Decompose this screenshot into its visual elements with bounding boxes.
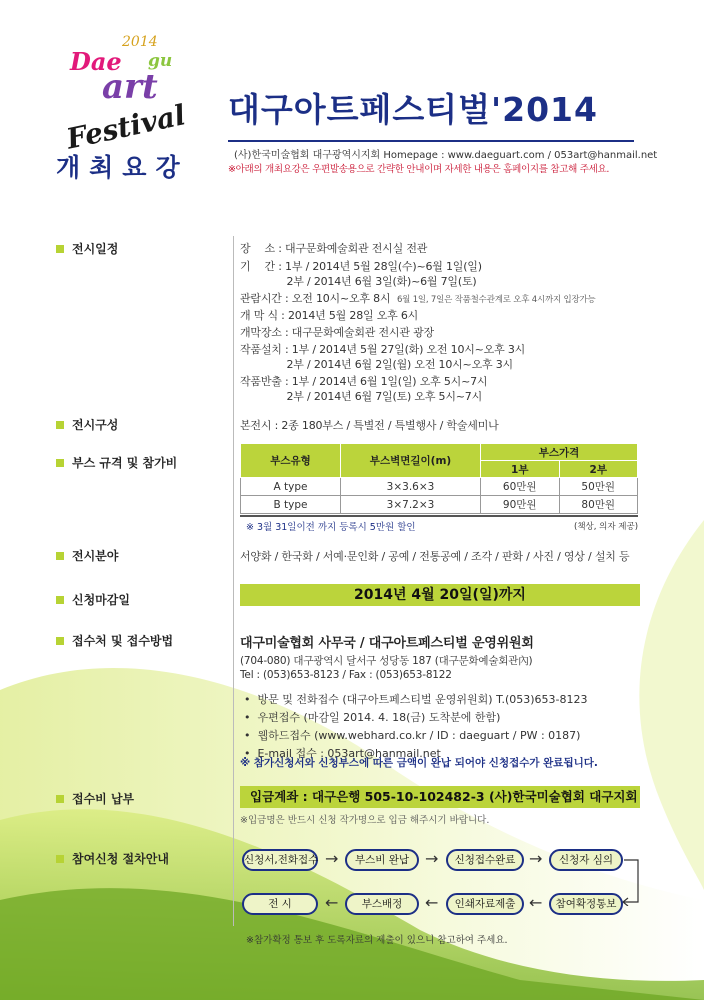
table-header: 2부 <box>559 461 638 478</box>
reception-address: (704-080) 대구광역시 달서구 성당동 187 (대구문화예술회관內) <box>240 655 533 667</box>
section-label: 전시분야 <box>72 549 119 563</box>
section-booth <box>56 454 177 471</box>
payment-note: ※입금명은 반드시 신청 작가명으로 입금 해주시기 바랍니다. <box>240 815 490 826</box>
org-line: (사)한국미술협회 대구광역시지회 Homepage : www.daeguart.com / 053art@hanmail.net <box>234 150 658 161</box>
composition-text: 본전시 : 2종 180부스 / 특별전 / 특별행사 / 학술세미나 <box>240 419 499 432</box>
bullet-square-icon <box>56 421 64 429</box>
flow-connector-icon <box>620 858 644 906</box>
bullet-square-icon <box>56 637 64 645</box>
reception-warning: ※ 참가신청서와 신청부스에 따른 금액이 완납 되어야 신청접수가 완료됩니다. <box>240 757 598 769</box>
step-booth-assignment: 부스배정 <box>345 893 419 915</box>
arrow-left-icon: ← <box>425 893 439 912</box>
table-cell: B type <box>241 496 341 514</box>
table-header: 부스유형 <box>241 444 341 478</box>
schedule-line: 2부 / 2014년 6월 7일(토) 오후 5시~7시 <box>240 390 483 403</box>
logo-word-3: art <box>102 67 158 107</box>
section-label: 접수비 납부 <box>72 792 135 806</box>
arrow-right-icon: → <box>425 849 439 868</box>
bullet-square-icon <box>56 596 64 604</box>
step-print-materials: 인쇄자료제출 <box>446 893 524 915</box>
logo-year: 2014 <box>122 34 158 50</box>
schedule-hours: 관람시간 : 오전 10시~오후 8시 <box>240 292 391 305</box>
main-title: 대구아트페스티벌'2014 <box>228 90 598 129</box>
title-rule <box>228 140 634 142</box>
list-item: • 우편접수 (마감일 2014. 4. 18(금) 도착분에 한함) <box>244 711 501 724</box>
reception-office: 대구미술협회 사무국 / 대구아트페스티벌 운영위원회 <box>240 636 534 651</box>
section-label: 부스 규격 및 참가비 <box>72 456 178 470</box>
procedure-note: ※참가확정 통보 후 도록자료의 제출이 있으니 참고하여 주세요. <box>246 935 508 946</box>
schedule-line: 작품반출 : 1부 / 2014년 6월 1일(일) 오후 5시~7시 <box>240 375 488 388</box>
schedule-line: 2부 / 2014년 6월 2일(월) 오전 10시~오후 3시 <box>240 358 513 371</box>
booth-fee-note: (책상, 의자 제공) <box>574 522 639 532</box>
method-text: 웹하드접수 (www.webhard.co.kr / ID : daeguart / PW : 0187) <box>257 729 581 742</box>
payment-account-bar: 입금계좌 : 대구은행 505-10-102482-3 (사)한국미술협회 대구지회 <box>240 786 640 808</box>
logo-word-2: gu <box>148 51 173 71</box>
section-deadline <box>56 591 130 608</box>
table-header: 부스가격 <box>481 444 638 461</box>
bullet-square-icon <box>56 552 64 560</box>
section-procedure <box>56 850 169 867</box>
bullet-square-icon <box>56 795 64 803</box>
header-note: ※아래의 개최요강은 우편발송용으로 간략한 안내이며 자세한 내용은 홈페이지를 참고해 주세요. <box>228 164 610 175</box>
reception-tel: Tel : (053)653-8123 / Fax : (053)653-8122 <box>240 669 452 681</box>
step-review: 신청자 심의 <box>549 849 623 871</box>
schedule-line: 작품설치 : 1부 / 2014년 5월 27일(화) 오전 10시~오후 3시 <box>240 343 526 356</box>
logo-word-4: Festival <box>63 98 189 156</box>
table-row <box>241 496 638 514</box>
section-composition <box>56 416 118 433</box>
field-text: 서양화 / 한국화 / 서예·문인화 / 공예 / 전통공예 / 조각 / 판화 / 사진 / 영상 / 설치 등 <box>240 550 630 563</box>
section-label: 신청마감일 <box>72 593 130 607</box>
method-text: 우편접수 (마감일 2014. 4. 18(금) 도착분에 한함) <box>257 711 501 724</box>
section-label: 전시구성 <box>72 418 119 432</box>
booth-table <box>240 443 638 514</box>
opening-title: 개최요강 <box>56 153 189 182</box>
schedule-small-note: 6월 1일, 7일은 작품철수관계로 오후 4시까지 입장가능 <box>396 295 596 305</box>
bullet-square-icon <box>56 855 64 863</box>
divider-line <box>233 236 234 926</box>
table-row <box>241 478 638 496</box>
festival-logo <box>58 28 218 158</box>
step-application-complete: 신청접수완료 <box>446 849 524 871</box>
table-cell: 80만원 <box>559 496 638 514</box>
table-header: 1부 <box>481 461 560 478</box>
section-reception <box>56 632 173 649</box>
arrow-left-icon: ← <box>529 893 543 912</box>
arrow-right-icon: → <box>529 849 543 868</box>
section-field <box>56 547 118 564</box>
schedule-line: 개막장소 : 대구문화예술회관 전시관 광장 <box>240 326 434 339</box>
table-cell: A type <box>241 478 341 496</box>
table-cell: 60만원 <box>481 478 560 496</box>
step-confirm-notice: 참여확정통보 <box>549 893 623 915</box>
method-text: 방문 및 전화접수 (대구아트페스티벌 운영위원회) T.(053)653-8123 <box>257 693 588 706</box>
step-application: 신청서,전화접수 <box>242 849 318 871</box>
section-label: 접수처 및 접수방법 <box>72 634 174 648</box>
table-cell: 50만원 <box>559 478 638 496</box>
schedule-line: 장 소 : 대구문화예술회관 전시실 전관 <box>240 242 428 255</box>
section-payment <box>56 790 134 807</box>
table-header: 부스벽면길이(m) <box>341 444 481 478</box>
schedule-line-hours <box>240 290 596 306</box>
deadline-bar: 2014년 4월 20일(일)까지 <box>240 584 640 606</box>
arrow-right-icon: → <box>325 849 339 868</box>
bullet-square-icon <box>56 459 64 467</box>
list-item: • 방문 및 전화접수 (대구아트페스티벌 운영위원회) T.(053)653-8123 <box>244 693 588 706</box>
schedule-line: 개 막 식 : 2014년 5월 28일 오후 6시 <box>240 309 419 322</box>
method-text: E-mail 접수 : 053art@hanmail.net <box>257 747 441 760</box>
table-cell: 3×7.2×3 <box>341 496 481 514</box>
section-label: 전시일정 <box>72 242 119 256</box>
bullet-square-icon <box>56 245 64 253</box>
step-exhibition: 전 시 <box>242 893 318 915</box>
reception-methods <box>244 691 588 763</box>
list-item: • 웹하드접수 (www.webhard.co.kr / ID : daeguart / PW : 0187) <box>244 729 581 742</box>
section-schedule <box>56 240 118 257</box>
table-cell: 90만원 <box>481 496 560 514</box>
booth-discount-note: ※ 3월 31일이전 까지 등록시 5만원 할인 <box>246 522 416 533</box>
table-bottom-rule <box>240 515 638 517</box>
table-cell: 3×3.6×3 <box>341 478 481 496</box>
logo-word-1: Dae <box>70 47 122 76</box>
section-label: 참여신청 절차안내 <box>72 852 169 866</box>
schedule-line: 2부 / 2014년 6월 3일(화)~6월 7일(토) <box>240 275 477 288</box>
arrow-left-icon: ← <box>325 893 339 912</box>
step-booth-payment: 부스비 완납 <box>345 849 419 871</box>
list-item: • E-mail 접수 : 053art@hanmail.net <box>244 747 441 760</box>
schedule-line: 기 간 : 1부 / 2014년 5월 28일(수)~6월 1일(일) <box>240 260 482 273</box>
